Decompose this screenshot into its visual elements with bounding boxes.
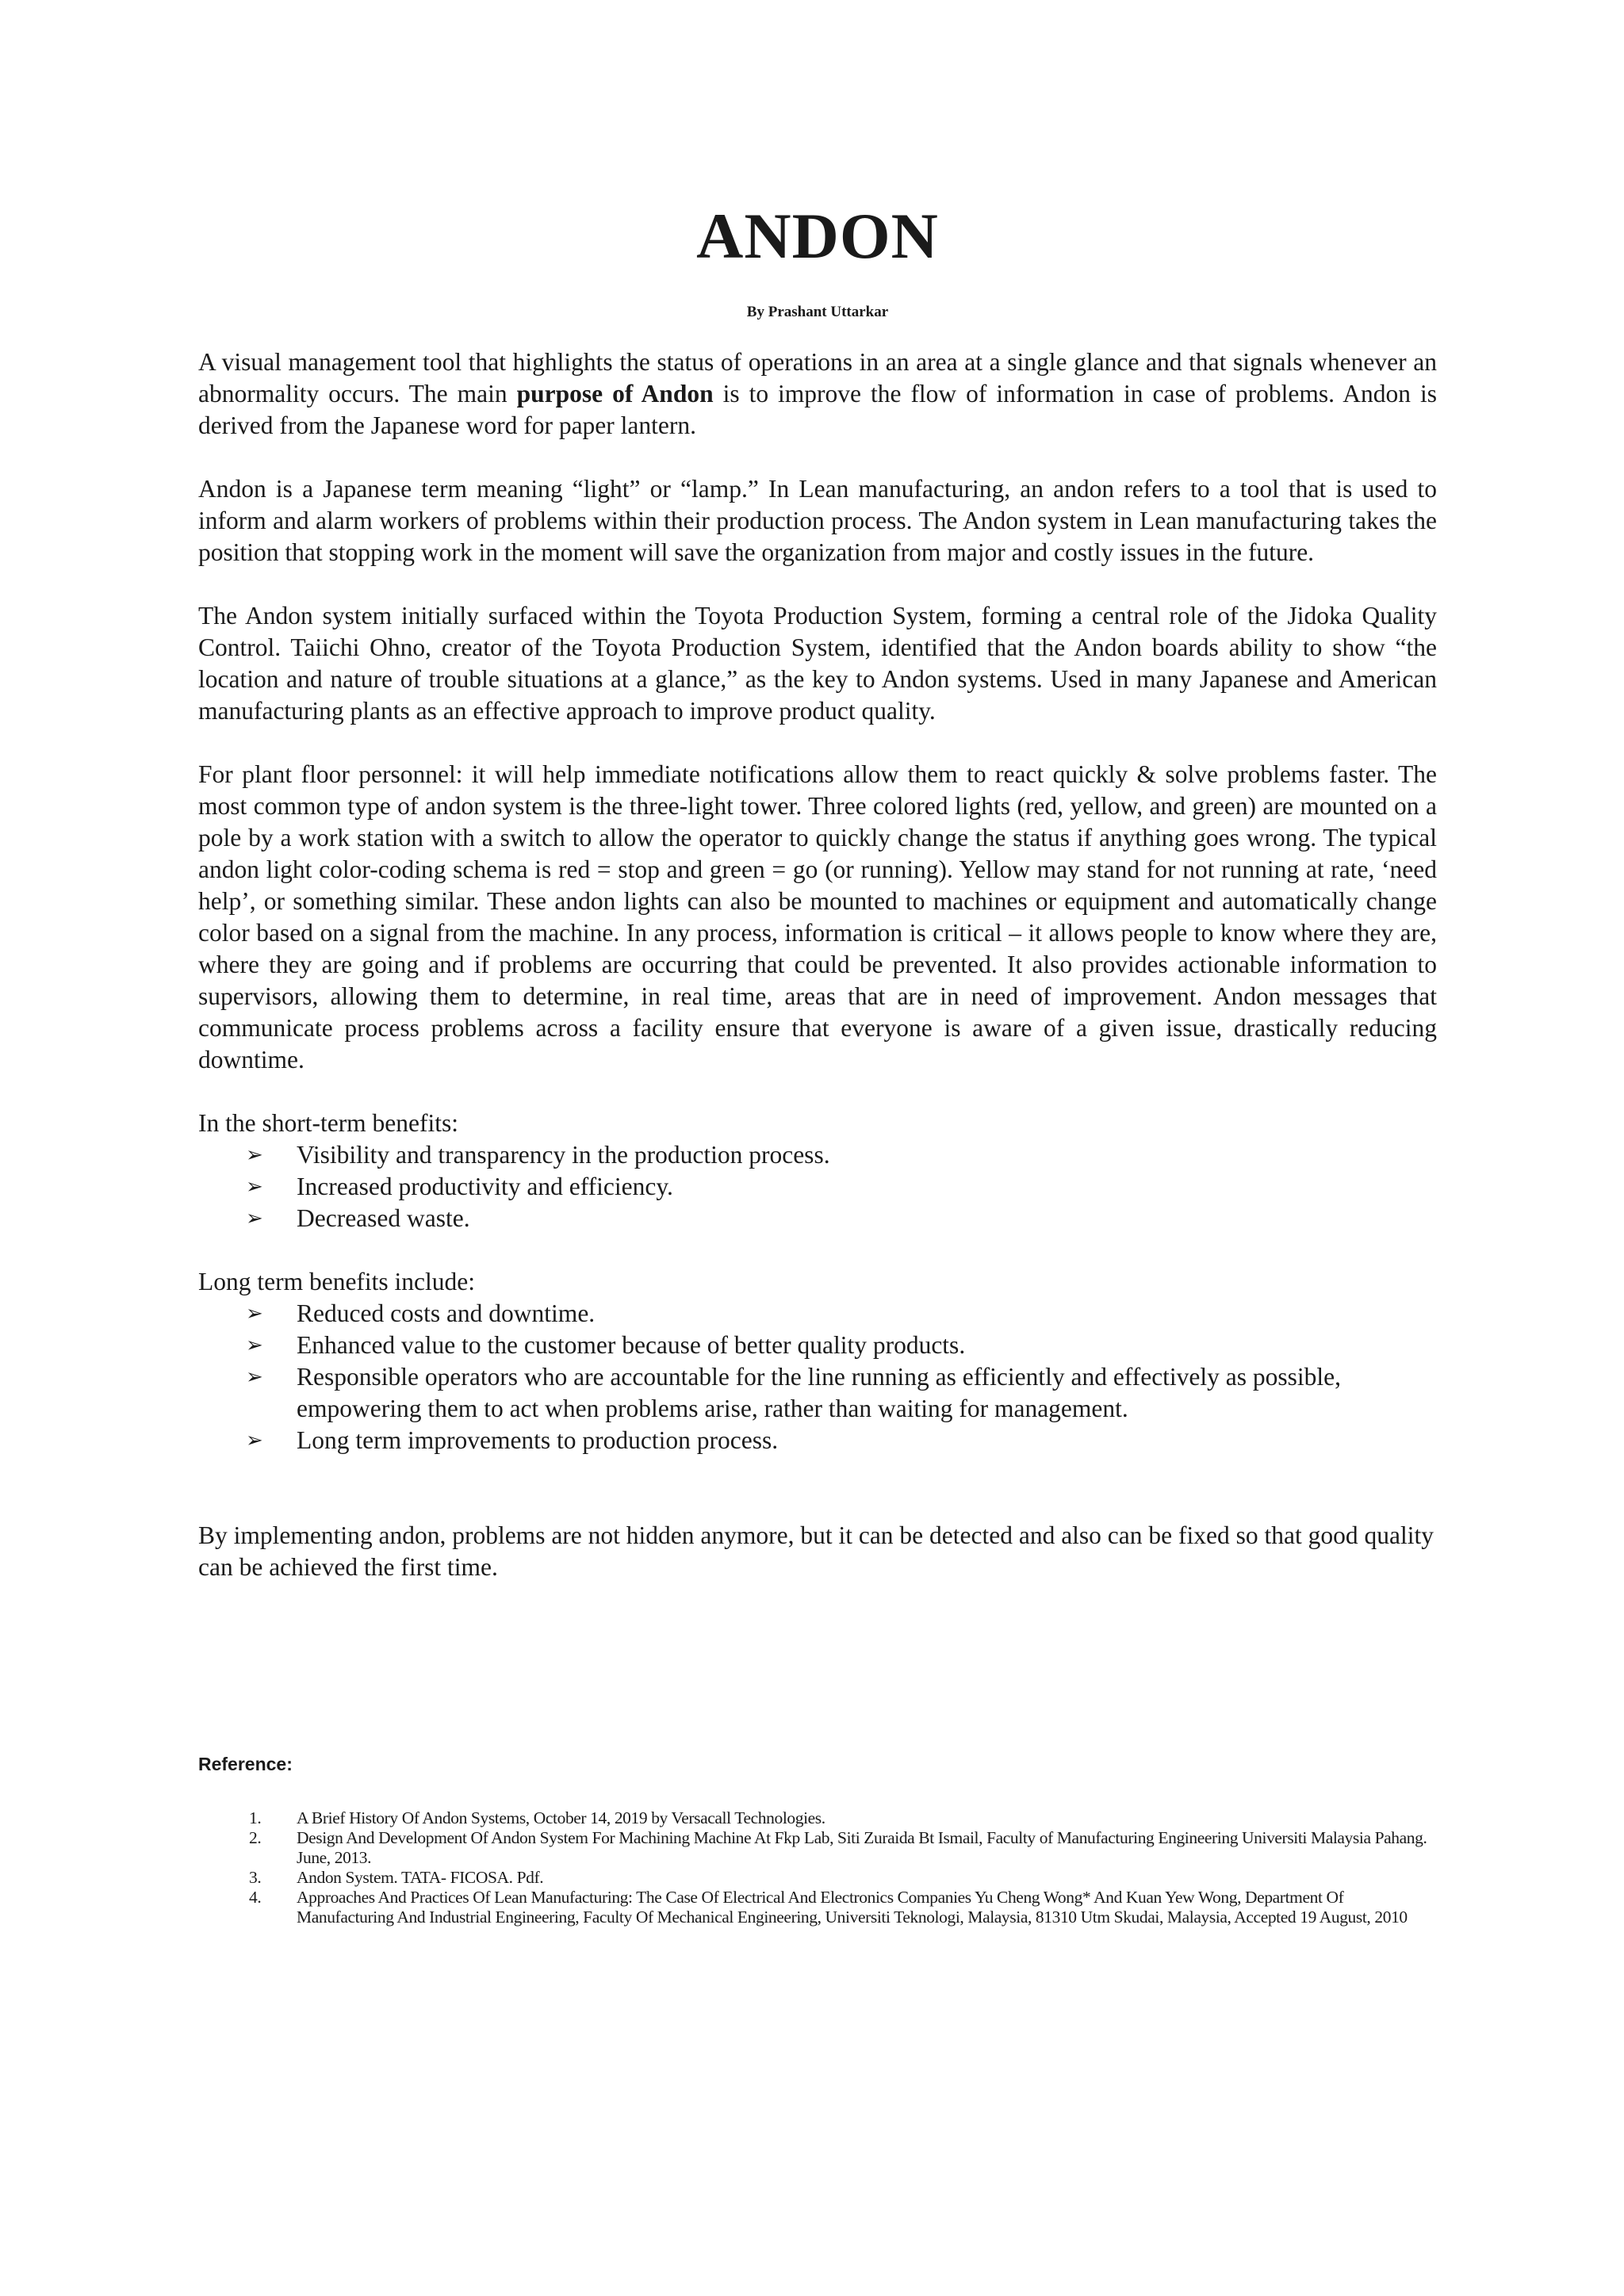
list-item — [198, 1171, 1437, 1203]
list-item — [198, 1330, 1437, 1361]
paragraph-intro-bold: purpose of Andon — [516, 380, 714, 408]
references-heading: Reference: — [198, 1754, 293, 1774]
reference-number: 3. — [249, 1868, 262, 1887]
list-item — [198, 1139, 1437, 1171]
reference-text: Approaches And Practices Of Lean Manufacturing: The Case Of Electrical And Electronics Companies Yu Cheng Wong* And Kuan Yew Wong, Department Of Manufacturing And Industrial Engineering, Faculty Of Mechanical Engineering, Universiti Teknologi, Malaysia, 81310 Utm Skudai, Malaysia, Accepted 19 August, 2010 — [297, 1888, 1408, 1927]
reference-number: 1. — [249, 1808, 262, 1827]
reference-item — [198, 1808, 1437, 1828]
list-item-text: Long term improvements to production process. — [297, 1426, 779, 1454]
list-item-text: Visibility and transparency in the production process. — [297, 1141, 830, 1169]
references-list — [198, 1808, 1437, 1927]
list-item-text: Reduced costs and downtime. — [297, 1299, 596, 1327]
reference-number: 2. — [249, 1828, 262, 1847]
paragraph-plant-floor: For plant floor personnel: it will help immediate notifications allow them to react quickly & solve problems faster. The most common type of andon system is the three-light tower. Three colored lights (red, yellow, and green) are mounted on a pole by a work station with a switch to allow the operator to quickly change the status if anything goes wrong. The typical andon light color-coding schema is red = stop and green = go (or running). Yellow may stand for not running at rate, ‘need help’, or something similar. These andon lights can also be mounted to machines or equipment and automatically change color based on a signal from the machine. In any process, information is critical – it allows people to know where they are, where they are going and if problems are occurring that could be prevented. It also provides actionable information to supervisors, allowing them to determine, in real time, areas that are in need of improvement. Andon messages that communicate process problems across a facility ensure that everyone is aware of a given issue, drastically reducing downtime. — [198, 760, 1437, 1073]
list-item — [198, 1425, 1437, 1456]
document-body — [198, 346, 1437, 1615]
paragraph-intro — [198, 346, 1437, 442]
arrowhead-bullet-icon: ➢ — [246, 1143, 263, 1167]
arrowhead-bullet-icon: ➢ — [246, 1302, 263, 1326]
paragraph-history: The Andon system initially surfaced within the Toyota Production System, forming a central role of the Jidoka Quality Control. Taiichi Ohno, creator of the Toyota Production System, identified that the Andon boards ability to show “the location and nature of trouble situations at a glance,” as the key to Andon systems. Used in many Japanese and American manufacturing plants as an effective approach to improve product quality. — [198, 602, 1437, 725]
list-item — [198, 1361, 1437, 1425]
list-item-text: Responsible operators who are accountable for the line running as efficiently and effectively as possible, empowering them to act when problems arise, rather than waiting for management. — [297, 1363, 1342, 1422]
arrowhead-bullet-icon: ➢ — [246, 1429, 263, 1452]
reference-text: Design And Development Of Andon System For Machining Machine At Fkp Lab, Siti Zuraida Bt Ismail, Faculty of Manufacturing Engineering Universiti Malaysia Pahang. June, 2013. — [297, 1828, 1427, 1867]
long-term-intro: Long term benefits include: — [198, 1268, 476, 1295]
reference-item — [198, 1888, 1437, 1927]
list-item-text: Increased productivity and efficiency. — [297, 1173, 673, 1200]
short-term-intro: In the short-term benefits: — [198, 1109, 459, 1137]
arrowhead-bullet-icon: ➢ — [246, 1175, 263, 1199]
paragraph-definition: Andon is a Japanese term meaning “light” or “lamp.” In Lean manufacturing, an andon refers to a tool that is used to inform and alarm workers of problems within their production process. The Andon system in Lean manufacturing takes the position that stopping work in the moment will save the organization from major and costly issues in the future. — [198, 475, 1437, 566]
arrowhead-bullet-icon: ➢ — [246, 1334, 263, 1357]
paragraph-intro-end: is to improve the flow of information in case of problems. Andon is derived from the Japanese word for paper lantern. — [198, 380, 1437, 439]
list-item-text: Decreased waste. — [297, 1204, 470, 1232]
paragraph-intro-start: A visual management tool that highlights the status of operations in an area at a single glance and that signals whenever an abnormality occurs. The main — [198, 348, 1437, 408]
list-item-text: Enhanced value to the customer because of better quality products. — [297, 1331, 966, 1359]
paragraph-closing: By implementing andon, problems are not hidden anymore, but it can be detected and also can be fixed so that good quality can be achieved the first time. — [198, 1521, 1434, 1581]
reference-text: A Brief History Of Andon Systems, October 14, 2019 by Versacall Technologies. — [297, 1808, 825, 1827]
author-byline: By Prashant Uttarkar — [746, 304, 889, 320]
list-item — [198, 1203, 1437, 1234]
arrowhead-bullet-icon: ➢ — [246, 1365, 263, 1389]
arrowhead-bullet-icon: ➢ — [246, 1207, 263, 1230]
reference-item — [198, 1828, 1437, 1868]
short-term-list — [198, 1139, 1437, 1234]
reference-text: Andon System. TATA- FICOSA. Pdf. — [297, 1868, 544, 1887]
list-item — [198, 1298, 1437, 1330]
page-title: ANDON — [696, 200, 939, 272]
reference-number: 4. — [249, 1888, 262, 1907]
long-term-list — [198, 1298, 1437, 1456]
reference-item — [198, 1868, 1437, 1888]
